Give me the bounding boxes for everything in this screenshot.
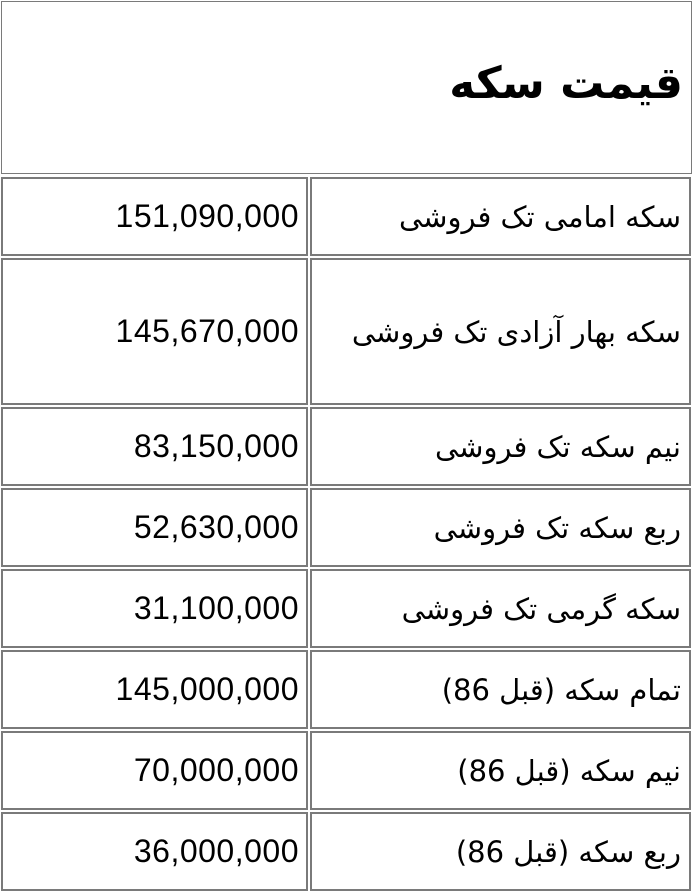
price-value: 36,000,000	[133, 833, 299, 869]
price-cell	[1, 812, 308, 891]
price-value: 83,150,000	[133, 428, 299, 464]
price-value: 151,090,000	[115, 198, 299, 234]
price-cell	[1, 177, 308, 256]
price-value: 52,630,000	[133, 509, 299, 545]
coin-name-cell	[310, 258, 691, 405]
coin-name-cell	[310, 407, 691, 486]
table-header	[1, 1, 692, 174]
coin-name-cell	[310, 177, 691, 256]
coin-name-cell	[310, 650, 691, 729]
coin-name: تمام سکه (قبل 86)	[441, 672, 681, 707]
price-cell	[1, 569, 308, 648]
price-cell	[1, 258, 308, 405]
price-value: 145,000,000	[115, 671, 299, 707]
coin-name-cell	[310, 488, 691, 567]
page-title: قیمت سکه	[449, 58, 683, 109]
coin-name: سکه امامی تک فروشی	[398, 199, 681, 234]
price-cell	[1, 650, 308, 729]
coin-name-cell	[310, 731, 691, 810]
coin-name: نیم سکه (قبل 86)	[457, 753, 681, 788]
coin-name: سکه گرمی تک فروشی	[401, 591, 681, 626]
price-cell	[1, 407, 308, 486]
price-value: 31,100,000	[133, 590, 299, 626]
price-value: 70,000,000	[133, 752, 299, 788]
price-value: 145,670,000	[115, 313, 299, 349]
coin-name: سکه بهار آزادی تک فروشی	[351, 314, 681, 349]
coin-name: ربع سکه تک فروشی	[433, 510, 681, 545]
coin-name-cell	[310, 569, 691, 648]
coin-name: نیم سکه تک فروشی	[434, 429, 681, 464]
price-cell	[1, 488, 308, 567]
coin-name: ربع سکه (قبل 86)	[455, 834, 681, 869]
price-cell	[1, 731, 308, 810]
coin-name-cell	[310, 812, 691, 891]
